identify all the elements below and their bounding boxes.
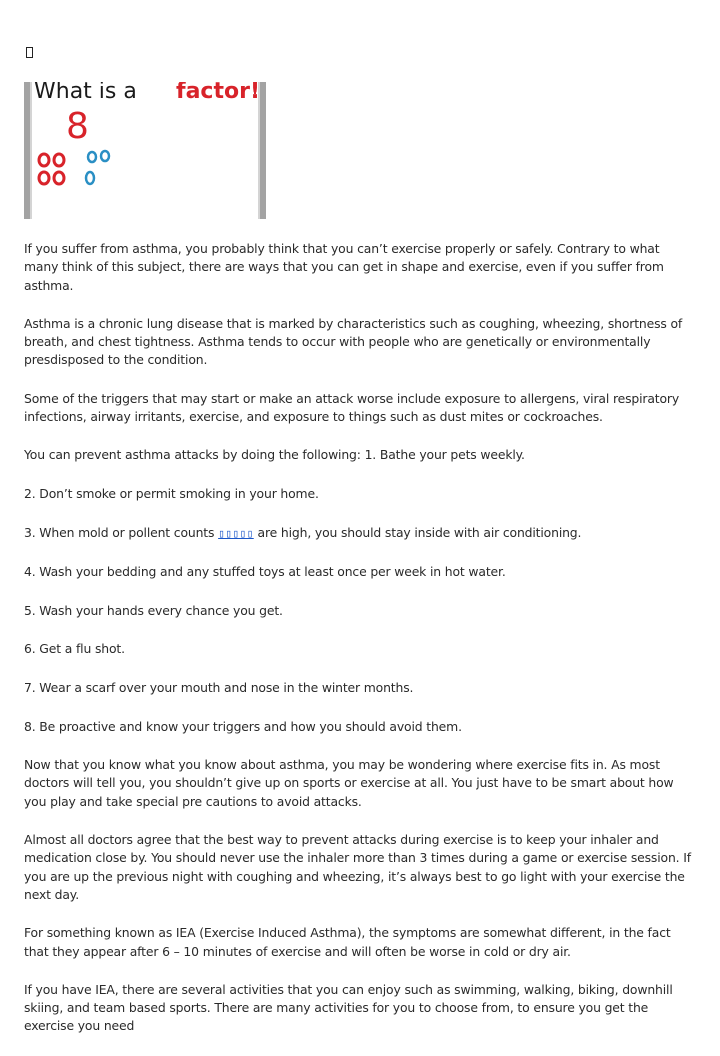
article-body xyxy=(24,240,696,1056)
big-number: 8 xyxy=(66,106,89,147)
paragraph-iea: For something known as IEA (Exercise Induced Asthma), the symptoms are somewhat different, in the fact that they appear after 6 – 10 minutes of exercise and will often be worse in cold or dry air. xyxy=(24,925,671,959)
inline-link[interactable]: ▯▯▯▯▯ xyxy=(218,526,254,540)
tip-3-before: 3. When mold or pollent counts xyxy=(24,524,219,540)
paragraph-tip-7: 7. Wear a scarf over your mouth and nose in the winter months. xyxy=(24,679,414,695)
whiteboard-image xyxy=(24,82,266,219)
paragraph-tip-8: 8. Be proactive and know your triggers and how you should avoid them. xyxy=(24,718,462,734)
tip-3-after: are high, you should stay inside with air conditioning. xyxy=(253,524,582,540)
paragraph-doctors: Almost all doctors agree that the best way to prevent attacks during exercise is to keep your inhaler and medication close by. You should never use the inhaler more than 3 times during a game or exercise session. If you are up the previous night with coughing and wheezing, it’s always best to go light with your exercise the next day. xyxy=(24,832,691,902)
missing-glyph-box xyxy=(26,47,33,58)
paragraph-exercise: Now that you know what you know about asthma, you may be wondering where exercise fits in. As most doctors will tell you, you shouldn’t give up on sports or exercise at all. You just have to be smart about how you play and take special pre cautions to avoid attacks. xyxy=(24,757,674,809)
paragraph-tip-4: 4. Wash your bedding and any stuffed toys at least once per week in hot water. xyxy=(24,564,506,580)
board-left-edge xyxy=(24,82,30,219)
paragraph-tip-2: 2. Don’t smoke or permit smoking in your home. xyxy=(24,485,319,501)
paragraph-tip-3 xyxy=(24,524,696,543)
paragraph-tip-6: 6. Get a flu shot. xyxy=(24,641,125,657)
paragraph-prevent: You can prevent asthma attacks by doing the following: 1. Bathe your pets weekly. xyxy=(24,447,525,463)
heading-black: What is a xyxy=(34,82,137,104)
paragraph-definition: Asthma is a chronic lung disease that is marked by characteristics such as coughing, wheezing, shortness of breath, and chest tightness. Asthma tends to occur with people who are genetically or environmentally presdisposed to the condition. xyxy=(24,315,683,368)
paragraph-intro: If you suffer from asthma, you probably think that you can’t exercise properly or safely. Contrary to what many think of this subject, there are ways that you can get in shape and exercise, even if you suffer from asthma. xyxy=(24,241,664,293)
whiteboard-drawing xyxy=(24,82,266,219)
paragraph-tip-5: 5. Wash your hands every chance you get. xyxy=(24,602,283,618)
paragraph-triggers: Some of the triggers that may start or make an attack worse include exposure to allergens, viral respiratory infections, airway irritants, exercise, and exposure to things such as dust mites or cockroaches. xyxy=(24,390,680,425)
board-right-edge xyxy=(260,82,266,219)
heading-red: factor! xyxy=(176,82,260,104)
paragraph-activities: If you have IEA, there are several activities that you can enjoy such as swimming, walking, biking, downhill skiing, and team based sports. There are many activities for you to choose from, to ensure you get the exercise you need xyxy=(24,981,673,1034)
